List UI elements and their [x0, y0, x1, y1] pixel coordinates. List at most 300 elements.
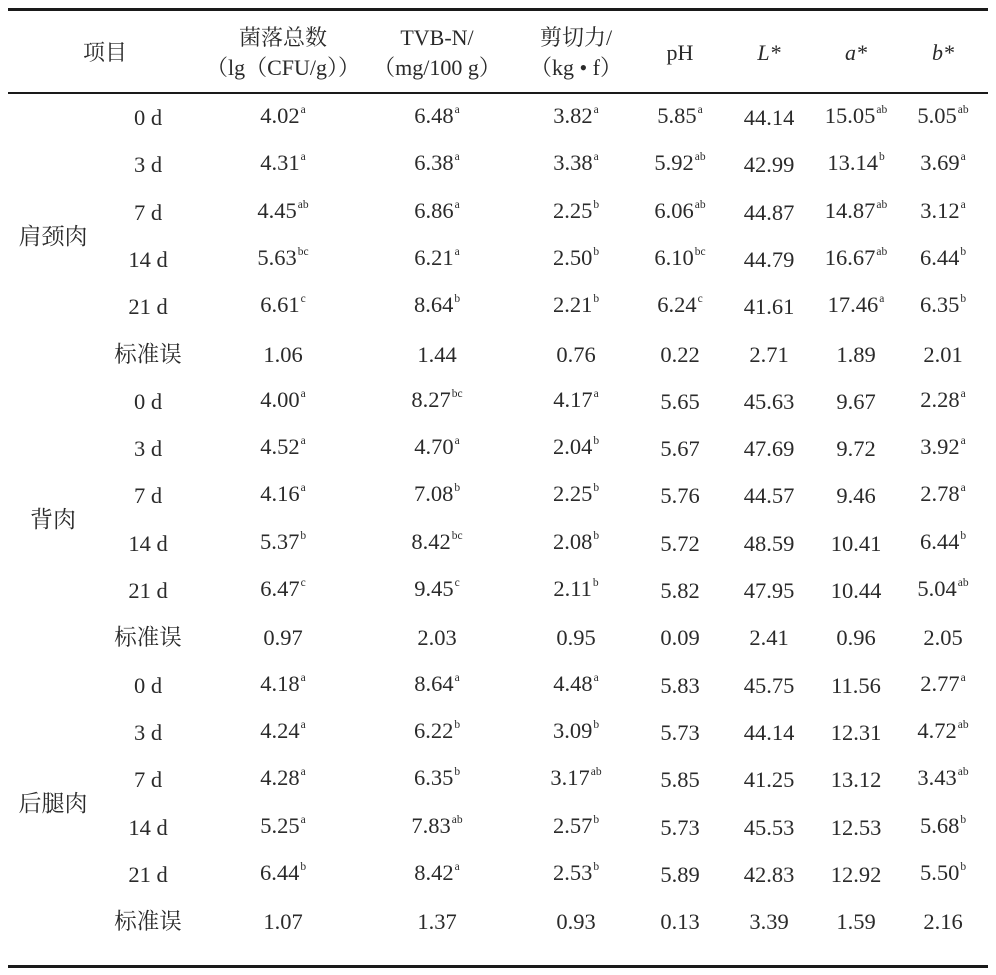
table-cell	[553, 479, 599, 513]
table-cell	[553, 196, 599, 230]
significance-letter: bc	[297, 245, 309, 258]
significance-letter: b	[960, 813, 967, 826]
table-cell	[411, 527, 462, 561]
cell-value: 1.37	[417, 909, 457, 935]
cell-value: 3.09	[552, 717, 593, 743]
bottom-rule	[8, 965, 988, 968]
table-cell	[744, 434, 795, 464]
table-cell	[744, 671, 795, 701]
significance-letter: a	[960, 482, 966, 495]
table-cell	[260, 385, 305, 419]
cell-value: 48.59	[743, 530, 795, 556]
significance-letter: b	[454, 718, 461, 731]
table-cell	[917, 574, 968, 608]
significance-letter: a	[300, 482, 306, 495]
cell-value: 0.97	[263, 625, 303, 651]
cell-value: 0.76	[556, 341, 596, 367]
table-cell	[920, 858, 966, 892]
cell-value: 2.50	[552, 244, 593, 270]
table-cell	[414, 479, 460, 513]
cell-value: 5.92	[654, 150, 694, 176]
table-cell	[553, 669, 598, 703]
table-cell	[744, 813, 795, 843]
cell-value: 5.67	[660, 436, 700, 462]
table-cell	[836, 340, 875, 370]
table-cell	[654, 148, 705, 182]
table-cell	[553, 432, 599, 466]
table-cell	[553, 148, 598, 182]
table-cell	[414, 432, 459, 466]
table-cell	[923, 340, 962, 370]
table-cell	[263, 623, 302, 653]
table-cell	[257, 196, 308, 230]
significance-letter: a	[454, 104, 460, 116]
table-cell	[553, 385, 598, 419]
cell-value: 6.44	[919, 244, 960, 270]
row-label: 0 d	[133, 672, 163, 698]
cell-value: 2.04	[552, 434, 593, 460]
cell-value: 12.92	[830, 861, 882, 887]
cell-value: 44.14	[743, 105, 795, 130]
cell-value: 0.96	[836, 625, 876, 651]
significance-letter: b	[593, 435, 600, 448]
table-cell	[660, 576, 699, 606]
cell-value: 7.08	[413, 481, 454, 507]
table-cell	[411, 385, 462, 419]
significance-letter: b	[593, 293, 600, 306]
cell-value: 4.00	[260, 386, 300, 412]
table-cell	[836, 387, 875, 417]
table-cell	[553, 527, 599, 561]
cell-value: 5.72	[660, 530, 700, 556]
row-label: 14 d	[128, 814, 168, 840]
table-cell	[553, 858, 599, 892]
table-cell	[414, 763, 460, 797]
cell-value: 0.93	[556, 909, 596, 935]
significance-letter: a	[960, 435, 966, 448]
table-cell	[920, 811, 966, 845]
row-label: 3 d	[133, 719, 163, 745]
cell-value: 6.06	[654, 197, 694, 223]
cell-value: 2.16	[923, 909, 963, 935]
cell-value: 5.37	[259, 528, 300, 554]
cell-value: 3.12	[920, 197, 960, 223]
cell-value: 6.47	[260, 576, 300, 601]
cell-value: 10.44	[830, 578, 882, 603]
header-tvbn	[373, 20, 501, 86]
cell-value: 44.79	[743, 246, 795, 272]
cell-value: 13.12	[830, 767, 882, 793]
table-cell	[920, 196, 965, 230]
significance-letter: b	[593, 860, 600, 873]
table-cell	[556, 907, 595, 937]
header-shear-force-line2: （kg • f）	[529, 55, 623, 80]
cell-value: 6.22	[413, 717, 454, 743]
significance-letter: a	[454, 435, 460, 448]
cell-value: 3.69	[920, 150, 960, 176]
table-cell	[414, 243, 459, 277]
row-label: 0 d	[133, 105, 163, 130]
cell-value: 17.46	[827, 292, 879, 318]
table-cell	[920, 148, 965, 182]
table-cell	[744, 103, 795, 133]
table-cell	[831, 718, 882, 748]
table-cell	[744, 245, 795, 275]
cell-value: 0.09	[660, 625, 700, 651]
significance-letter: b	[960, 245, 967, 258]
cell-value: 11.56	[831, 672, 881, 698]
table-cell	[414, 196, 459, 230]
cell-value: 5.73	[660, 719, 700, 745]
cell-value: 2.28	[920, 386, 960, 412]
row-label: 标准误	[114, 909, 182, 935]
significance-letter: a	[593, 387, 599, 400]
row-label: 标准误	[114, 625, 182, 651]
table-cell	[260, 479, 305, 513]
table-cell	[556, 340, 595, 370]
table-cell	[828, 290, 885, 324]
cell-value: 3.38	[553, 150, 593, 176]
significance-letter: b	[960, 293, 967, 306]
significance-letter: b	[300, 529, 307, 542]
cell-value: 10.41	[830, 530, 882, 556]
cell-value: 41.25	[743, 767, 795, 793]
table-cell	[825, 243, 887, 277]
significance-letter: a	[960, 151, 966, 164]
header-colony-count-line2: （lg（CFU/g））	[205, 55, 361, 80]
row-label: 14 d	[128, 246, 168, 272]
table-cell	[825, 196, 887, 230]
group-label: 肩颈肉	[18, 223, 88, 249]
table-cell	[660, 813, 699, 843]
cell-value: 4.24	[260, 717, 300, 743]
significance-letter: b	[592, 577, 599, 589]
header-ph: pH	[666, 40, 694, 65]
header-b-star: b*	[932, 40, 954, 65]
table-cell	[831, 765, 882, 795]
table-cell	[923, 623, 962, 653]
table-cell	[920, 527, 966, 561]
table-cell	[417, 907, 456, 937]
cell-value: 8.42	[411, 528, 451, 554]
header-shear-force	[530, 20, 622, 86]
table-cell	[414, 669, 459, 703]
header-tvbn-line1: TVB-N/	[400, 25, 474, 50]
cell-value: 8.42	[414, 859, 454, 885]
table-cell	[920, 669, 965, 703]
table-cell	[417, 340, 456, 370]
cell-value: 6.35	[919, 292, 960, 318]
cell-value: 44.14	[743, 719, 795, 745]
cell-value: 4.18	[260, 670, 300, 696]
significance-letter: b	[454, 293, 461, 306]
table-cell	[660, 860, 699, 890]
table-cell	[414, 716, 460, 750]
table-cell	[836, 623, 875, 653]
significance-letter: b	[878, 151, 885, 164]
table-cell	[825, 101, 887, 135]
table-cell	[414, 148, 459, 182]
cell-value: 0.22	[660, 341, 700, 367]
row-label: 7 d	[133, 483, 163, 509]
significance-letter: b	[454, 482, 461, 495]
cell-value: 1.44	[417, 341, 457, 367]
table-cell	[553, 243, 599, 277]
significance-letter: ab	[694, 151, 706, 164]
table-cell	[411, 811, 462, 845]
significance-letter: c	[300, 293, 306, 306]
table-cell	[260, 716, 305, 750]
significance-letter: ab	[694, 198, 706, 211]
row-label: 标准误	[114, 341, 182, 367]
cell-value: 9.72	[836, 436, 876, 462]
significance-letter: a	[300, 151, 306, 164]
table-cell	[257, 243, 308, 277]
table-cell	[749, 623, 788, 653]
cell-value: 9.45	[414, 576, 454, 601]
row-label: 21 d	[128, 861, 168, 887]
cell-value: 12.53	[830, 814, 882, 840]
significance-letter: a	[300, 104, 306, 116]
cell-value: 44.57	[743, 483, 795, 509]
table-cell	[414, 574, 459, 608]
cell-value: 45.53	[743, 814, 795, 840]
table-cell	[657, 101, 702, 135]
table-cell	[831, 529, 882, 559]
significance-letter: b	[960, 860, 967, 873]
row-label: 7 d	[133, 199, 163, 225]
table-cell	[260, 858, 306, 892]
cell-value: 6.24	[657, 292, 697, 318]
significance-letter: ab	[957, 104, 969, 116]
table-cell	[553, 716, 599, 750]
significance-letter: b	[593, 813, 600, 826]
cell-value: 6.44	[919, 528, 960, 554]
significance-letter: bc	[451, 387, 463, 400]
significance-letter: a	[879, 293, 885, 306]
table-cell	[414, 290, 460, 324]
table-cell	[831, 860, 882, 890]
cell-value: 2.25	[552, 197, 593, 223]
cell-value: 4.28	[260, 765, 300, 791]
table-cell	[553, 811, 599, 845]
table-cell	[749, 907, 788, 937]
cell-value: 4.45	[257, 197, 297, 223]
significance-letter: a	[454, 671, 460, 684]
table-cell	[744, 765, 795, 795]
cell-value: 3.43	[917, 765, 957, 791]
cell-value: 2.11	[553, 576, 592, 601]
top-rule	[8, 8, 988, 11]
cell-value: 2.71	[749, 341, 789, 367]
cell-value: 4.31	[260, 150, 300, 176]
cell-value: 2.57	[552, 812, 593, 838]
cell-value: 5.50	[919, 859, 960, 885]
significance-letter: ab	[451, 813, 463, 826]
table-cell	[920, 432, 965, 466]
significance-letter: a	[300, 435, 306, 448]
cell-value: 41.61	[743, 294, 795, 320]
cell-value: 8.27	[411, 386, 451, 412]
cell-value: 1.06	[263, 341, 303, 367]
table-cell	[260, 527, 306, 561]
table-cell	[414, 101, 459, 135]
table-cell	[660, 387, 699, 417]
cell-value: 44.87	[743, 199, 795, 225]
table-cell	[660, 623, 699, 653]
table-cell	[260, 148, 305, 182]
significance-letter: a	[960, 387, 966, 400]
cell-value: 6.21	[414, 244, 454, 270]
cell-value: 4.52	[260, 434, 300, 460]
cell-value: 47.95	[743, 578, 795, 603]
significance-letter: ab	[590, 766, 602, 779]
cell-value: 2.25	[552, 481, 593, 507]
table-cell	[923, 907, 962, 937]
cell-value: 6.35	[413, 765, 454, 791]
table-cell	[744, 529, 795, 559]
table-cell	[744, 292, 795, 322]
table-cell	[917, 716, 968, 750]
cell-value: 3.82	[553, 103, 593, 128]
cell-value: 42.83	[743, 861, 795, 887]
cell-value: 4.16	[260, 481, 300, 507]
table-cell	[660, 481, 699, 511]
cell-value: 2.53	[552, 859, 593, 885]
cell-value: 5.82	[660, 578, 700, 603]
cell-value: 13.14	[827, 150, 878, 176]
table-cell	[263, 907, 302, 937]
cell-value: 5.89	[660, 861, 700, 887]
significance-letter: ab	[876, 245, 888, 258]
row-label: 3 d	[133, 152, 163, 178]
cell-value: 1.07	[263, 909, 303, 935]
cell-value: 12.31	[830, 719, 882, 745]
header-colony-count	[206, 20, 360, 86]
table-cell	[417, 623, 456, 653]
cell-value: 5.04	[917, 576, 957, 601]
cell-value: 0.13	[660, 909, 700, 935]
table-cell	[831, 813, 882, 843]
cell-value: 1.59	[836, 909, 876, 935]
significance-letter: b	[593, 198, 600, 211]
table-cell	[917, 763, 968, 797]
table-cell	[744, 150, 795, 180]
significance-letter: a	[300, 813, 306, 826]
significance-letter: a	[454, 151, 460, 164]
table-cell	[660, 671, 699, 701]
cell-value: 2.08	[552, 528, 593, 554]
significance-letter: a	[454, 245, 460, 258]
significance-letter: c	[697, 293, 703, 306]
table-cell	[744, 387, 795, 417]
cell-value: 3.92	[920, 434, 960, 460]
cell-value: 5.83	[660, 672, 700, 698]
cell-value: 5.68	[919, 812, 960, 838]
significance-letter: ab	[876, 104, 888, 116]
significance-letter: a	[960, 198, 966, 211]
group-label: 背肉	[30, 507, 76, 533]
table-cell	[920, 290, 966, 324]
header-rule	[8, 92, 988, 94]
cell-value: 2.03	[417, 625, 457, 651]
table-cell	[260, 811, 305, 845]
cell-value: 5.73	[660, 814, 700, 840]
cell-value: 9.46	[836, 483, 876, 509]
table-cell	[260, 574, 305, 608]
cell-value: 2.77	[920, 670, 960, 696]
row-label: 0 d	[133, 388, 163, 414]
row-label: 14 d	[128, 530, 168, 556]
table-cell	[657, 290, 702, 324]
cell-value: 5.05	[917, 103, 957, 128]
cell-value: 2.78	[920, 481, 960, 507]
table-cell	[749, 340, 788, 370]
cell-value: 2.01	[923, 341, 963, 367]
significance-letter: b	[593, 529, 600, 542]
table-cell	[654, 196, 705, 230]
significance-letter: b	[960, 529, 967, 542]
table-cell	[660, 718, 699, 748]
significance-letter: a	[300, 671, 306, 684]
cell-value: 7.83	[411, 812, 451, 838]
row-label: 21 d	[128, 578, 168, 603]
cell-value: 2.41	[749, 625, 789, 651]
table-cell	[744, 481, 795, 511]
significance-letter: a	[300, 387, 306, 400]
cell-value: 45.63	[743, 388, 795, 414]
table-cell	[263, 340, 302, 370]
table-cell	[836, 481, 875, 511]
table-cell	[917, 101, 968, 135]
significance-letter: b	[593, 245, 600, 258]
table-cell	[920, 479, 965, 513]
header-tvbn-line2: （mg/100 g）	[373, 55, 501, 80]
header-a-star: a*	[845, 40, 867, 65]
significance-letter: b	[300, 860, 307, 873]
table-cell	[660, 907, 699, 937]
table-cell	[744, 860, 795, 890]
cell-value: 5.65	[660, 388, 700, 414]
cell-value: 9.67	[836, 388, 876, 414]
table-cell	[260, 101, 305, 135]
table-cell	[836, 907, 875, 937]
cell-value: 3.17	[550, 765, 590, 791]
cell-value: 4.17	[553, 386, 593, 412]
cell-value: 6.10	[654, 244, 694, 270]
significance-letter: ab	[876, 198, 888, 211]
cell-value: 14.87	[824, 197, 876, 223]
table-cell	[920, 243, 966, 277]
cell-value: 6.48	[414, 103, 454, 128]
row-label: 3 d	[133, 436, 163, 462]
significance-letter: a	[454, 860, 460, 873]
cell-value: 6.61	[260, 292, 300, 318]
table-cell	[553, 574, 598, 608]
header-shear-force-line1: 剪切力/	[539, 25, 613, 50]
table-cell	[260, 432, 305, 466]
header-l-star: L*	[757, 40, 781, 65]
cell-value: 6.86	[414, 197, 454, 223]
significance-letter: a	[697, 104, 703, 116]
table-cell	[744, 198, 795, 228]
cell-value: 16.67	[824, 244, 876, 270]
significance-letter: a	[593, 151, 599, 164]
table-cell	[260, 290, 305, 324]
cell-value: 0.95	[556, 625, 596, 651]
significance-letter: ab	[297, 198, 309, 211]
significance-letter: b	[454, 766, 461, 779]
